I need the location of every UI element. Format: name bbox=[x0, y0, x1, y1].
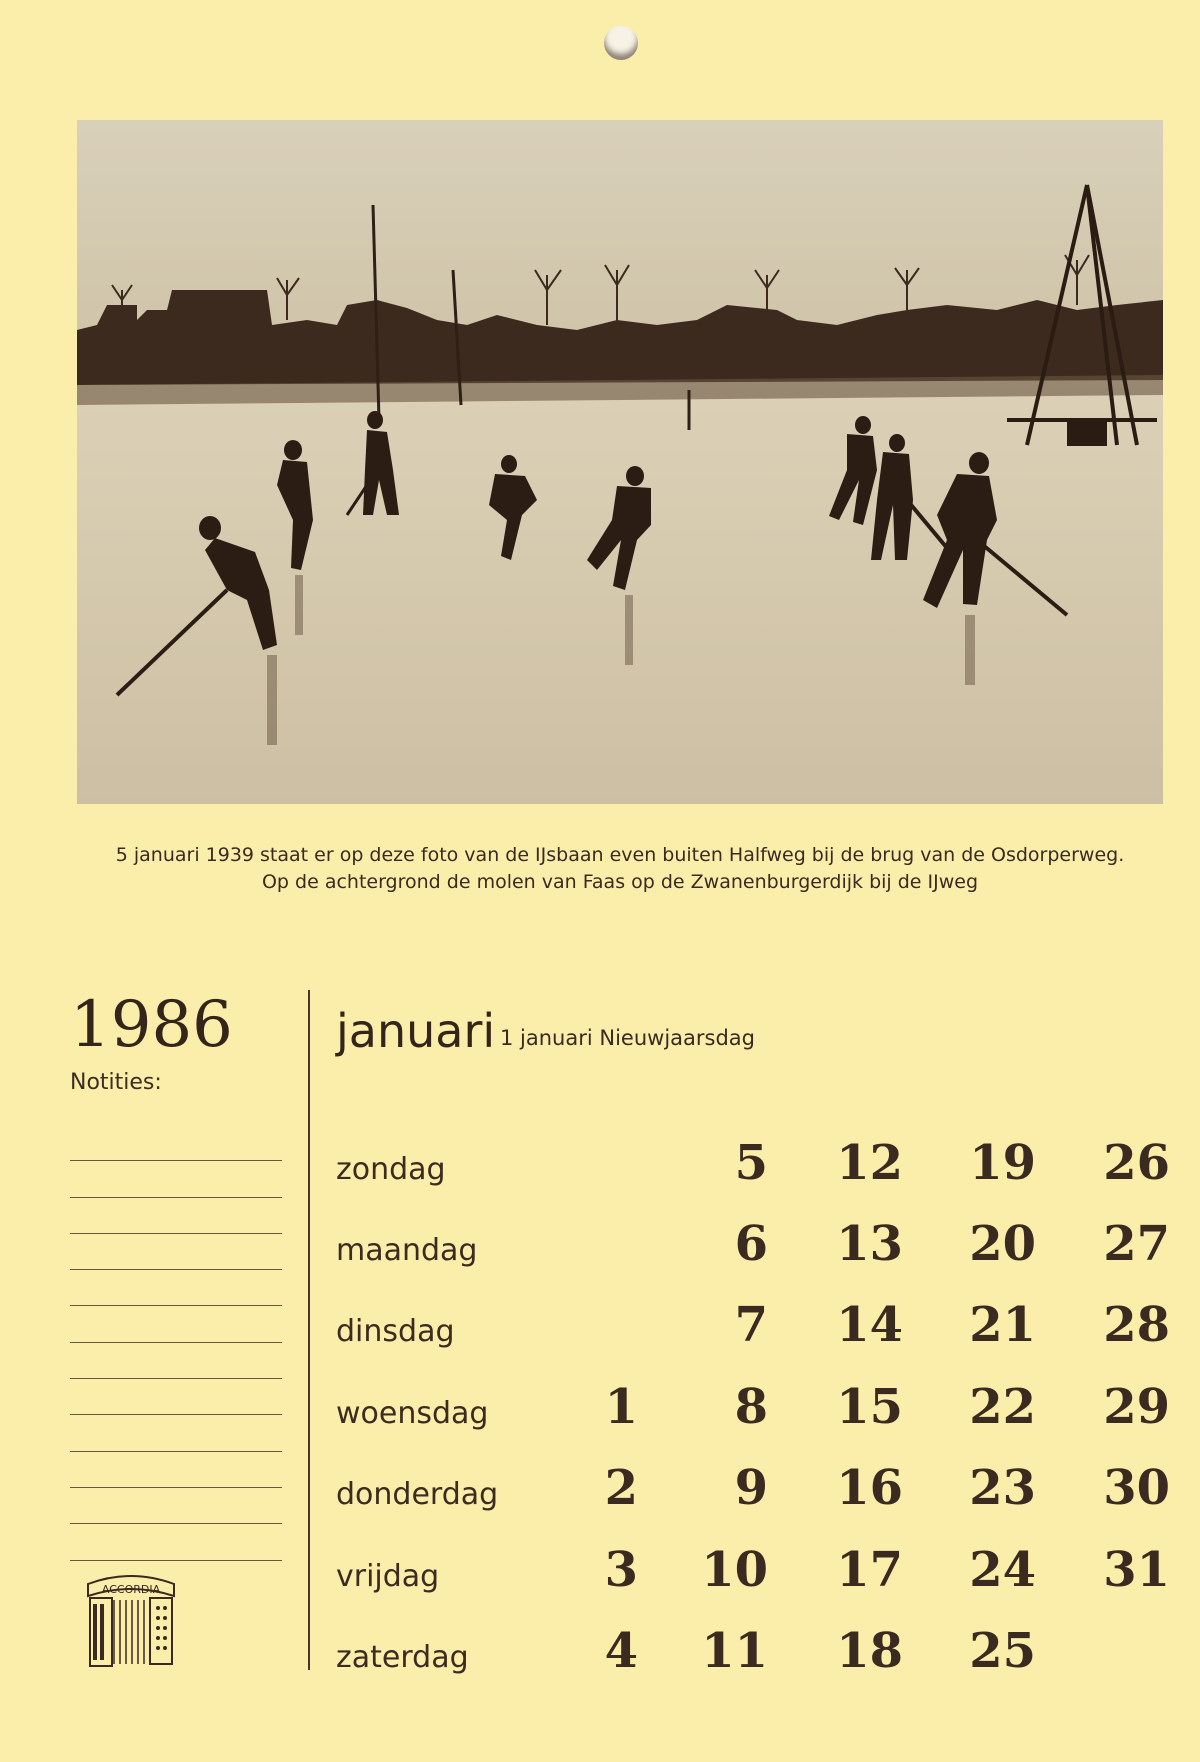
date-cell[interactable]: 23 bbox=[969, 1460, 1036, 1516]
hanger-hole bbox=[604, 26, 638, 60]
date-cell[interactable]: 12 bbox=[836, 1135, 903, 1191]
date-cell[interactable]: 4 bbox=[604, 1623, 638, 1679]
date-cell[interactable]: 19 bbox=[969, 1135, 1036, 1191]
historic-photo bbox=[77, 120, 1163, 804]
vertical-divider bbox=[308, 990, 310, 1670]
note-line[interactable] bbox=[70, 1379, 282, 1415]
date-cell[interactable]: 5 bbox=[734, 1135, 768, 1191]
day-label-donderdag: donderdag bbox=[336, 1477, 499, 1512]
note-line[interactable] bbox=[70, 1524, 282, 1560]
date-cell[interactable]: 9 bbox=[734, 1460, 768, 1516]
date-cell[interactable]: 25 bbox=[969, 1623, 1036, 1679]
date-cell[interactable]: 29 bbox=[1103, 1379, 1170, 1435]
notes-lines bbox=[70, 1125, 282, 1561]
date-cell[interactable]: 14 bbox=[836, 1297, 903, 1353]
caption-line-2: Op de achtergrond de molen van Faas op de Zwanenburgerdijk bij de IJweg bbox=[261, 871, 979, 893]
note-line[interactable] bbox=[70, 1488, 282, 1524]
date-cell[interactable]: 1 bbox=[604, 1379, 638, 1435]
caption-line-1: 5 januari 1939 staat er op deze foto van de IJsbaan even buiten Halfweg bij de brug van de Osdorperweg. bbox=[115, 844, 1125, 866]
photo-caption bbox=[60, 842, 1180, 896]
note-line[interactable] bbox=[70, 1306, 282, 1342]
note-line[interactable] bbox=[70, 1198, 282, 1234]
date-cell[interactable]: 8 bbox=[734, 1379, 768, 1435]
date-cell[interactable]: 15 bbox=[836, 1379, 903, 1435]
date-cell[interactable]: 6 bbox=[734, 1216, 768, 1272]
date-cell[interactable]: 28 bbox=[1103, 1297, 1170, 1353]
holiday-note: 1 januari Nieuwjaarsdag bbox=[500, 1026, 755, 1050]
date-cell[interactable]: 2 bbox=[604, 1460, 638, 1516]
date-cell[interactable]: 10 bbox=[701, 1542, 768, 1598]
year-heading: 1986 bbox=[70, 988, 233, 1062]
note-line[interactable] bbox=[70, 1161, 282, 1197]
date-cell[interactable]: 21 bbox=[969, 1297, 1036, 1353]
day-label-maandag: maandag bbox=[336, 1233, 478, 1268]
date-cell[interactable]: 7 bbox=[734, 1297, 768, 1353]
date-cell[interactable]: 27 bbox=[1103, 1216, 1170, 1272]
day-label-vrijdag: vrijdag bbox=[336, 1559, 440, 1594]
date-cell[interactable]: 11 bbox=[701, 1623, 768, 1679]
month-title: januari bbox=[336, 1004, 496, 1058]
note-line[interactable] bbox=[70, 1415, 282, 1451]
day-label-dinsdag: dinsdag bbox=[336, 1314, 455, 1349]
note-line[interactable] bbox=[70, 1270, 282, 1306]
day-label-zaterdag: zaterdag bbox=[336, 1640, 469, 1675]
date-cell[interactable]: 3 bbox=[604, 1542, 638, 1598]
accordion-logo-icon bbox=[80, 1566, 182, 1672]
date-cell[interactable]: 17 bbox=[836, 1542, 903, 1598]
date-cell[interactable]: 24 bbox=[969, 1542, 1036, 1598]
date-cell[interactable]: 16 bbox=[836, 1460, 903, 1516]
date-cell[interactable]: 31 bbox=[1103, 1542, 1170, 1598]
date-cell[interactable]: 22 bbox=[969, 1379, 1036, 1435]
photo-skaters-icon bbox=[77, 120, 1163, 804]
date-cell[interactable]: 30 bbox=[1103, 1460, 1170, 1516]
date-cell[interactable]: 13 bbox=[836, 1216, 903, 1272]
accordia-logo bbox=[80, 1566, 182, 1672]
date-cell[interactable]: 26 bbox=[1103, 1135, 1170, 1191]
day-label-zondag: zondag bbox=[336, 1152, 446, 1187]
svg-text:ACCORDIA: ACCORDIA bbox=[101, 1583, 161, 1596]
note-line[interactable] bbox=[70, 1234, 282, 1270]
note-line[interactable] bbox=[70, 1343, 282, 1379]
note-line[interactable] bbox=[70, 1452, 282, 1488]
note-line[interactable] bbox=[70, 1125, 282, 1161]
notes-label: Notities: bbox=[70, 1070, 162, 1095]
date-cell[interactable]: 20 bbox=[969, 1216, 1036, 1272]
day-label-woensdag: woensdag bbox=[336, 1396, 489, 1431]
date-cell[interactable]: 18 bbox=[836, 1623, 903, 1679]
